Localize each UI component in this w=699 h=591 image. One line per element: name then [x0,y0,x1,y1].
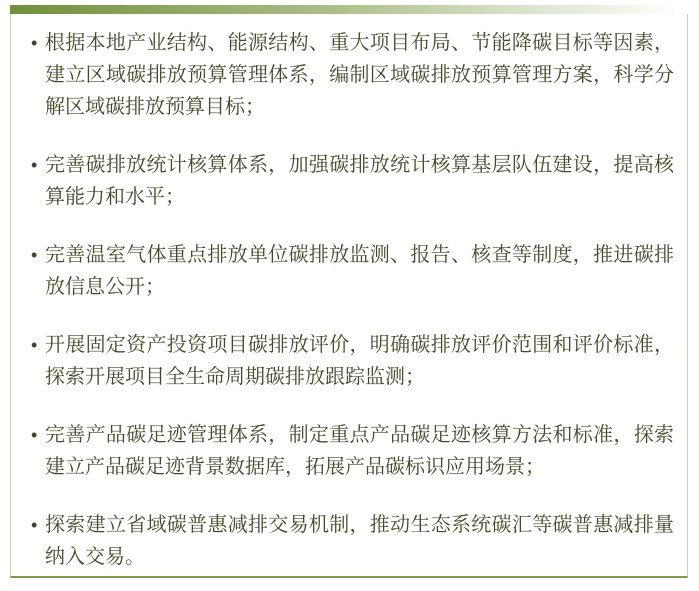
bullet-icon: • [31,515,38,535]
bullet-icon: • [31,335,38,355]
list-item [31,419,674,483]
bullet-icon: • [31,425,38,445]
list-item-text: 开展固定资产投资项目碳排放评价，明确碳排放评价范围和评价标准，探索开展项目全生命周期碳排放跟踪监测； [45,334,674,388]
bullet-icon: • [31,245,38,265]
bullet-icon: • [31,33,38,53]
list-item-text: 根据本地产业结构、能源结构、重大项目布局、节能降碳目标等因素，建立区域碳排放预算管理体系，编制区域碳排放预算管理方案，科学分解区域碳排放预算目标； [45,32,674,118]
bullet-list [11,14,687,573]
list-item-text: 完善碳排放统计核算体系，加强碳排放统计核算基层队伍建设，提高核算能力和水平； [45,154,674,208]
bullet-icon: • [31,155,38,175]
top-accent-gradient-bar [10,5,699,14]
list-item [31,509,674,573]
list-item [31,27,674,123]
list-item [31,329,674,393]
list-item [31,149,674,213]
list-item-text: 探索建立省域碳普惠减排交易机制，推动生态系统碳汇等碳普惠减排量纳入交易。 [45,514,674,568]
list-item-text: 完善产品碳足迹管理体系，制定重点产品碳足迹核算方法和标准，探索建立产品碳足迹背景数据库，拓展产品碳标识应用场景； [45,424,674,478]
list-item-text: 完善温室气体重点排放单位碳排放监测、报告、核查等制度，推进碳排放信息公开； [45,244,674,298]
content-box [10,14,688,578]
list-item [31,239,674,303]
